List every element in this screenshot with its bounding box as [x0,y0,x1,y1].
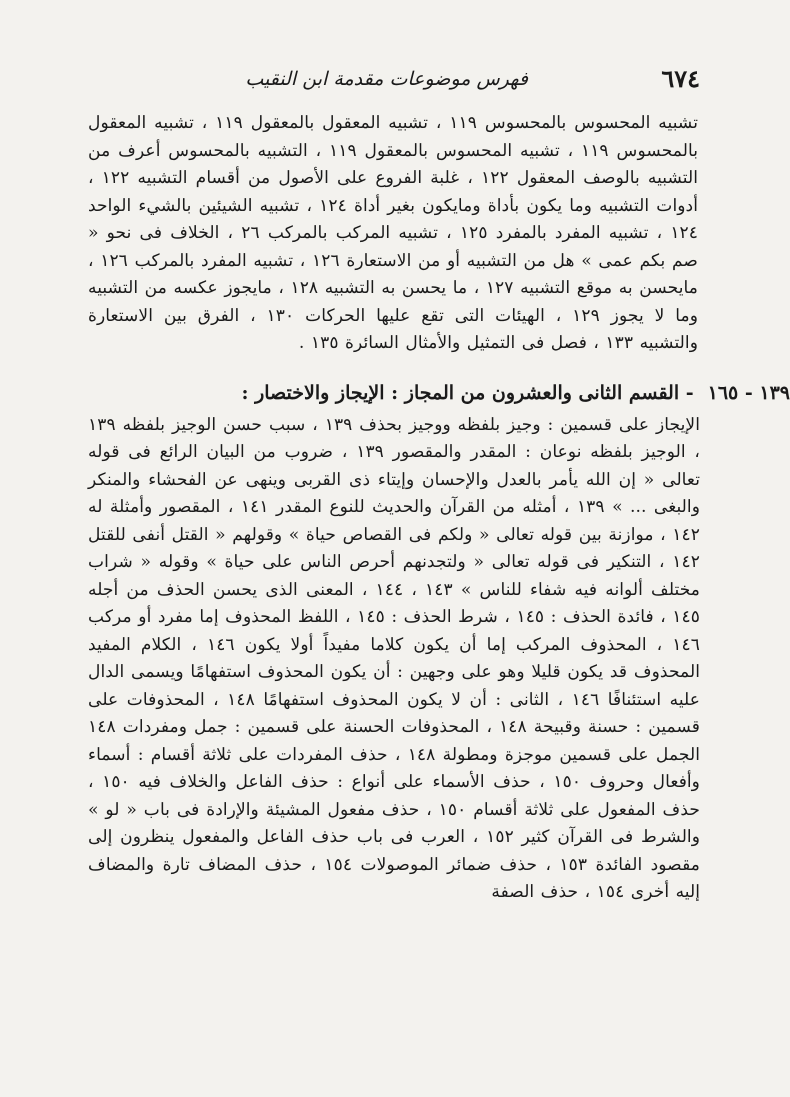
index-page [88,60,790,1090]
running-title: فهرس موضوعات مقدمة ابن النقيب [245,68,528,90]
index-paragraph-similes: تشبيه المحسوس بالمحسوس ١١٩ ، تشبيه المعقول بالمعقول ١١٩ ، تشبيه المعقول بالمحسوس ١١٩ ، تشبيه المحسوس بالمعقول ١١٩ ، التشبيه بالمحسوس أعرف من التشبيه بالوصف المعقول ١٢٢ ، غلبة الفروع على الأصول من أقسام التشبيه ١٢٢ ، أدوات التشبيه وما يكون بأداة ومايكون بغير أداة ١٢٤ ، تشبيه الشيئين بالشيء الواحد ١٢٤ ، تشبيه المفرد بالمفرد ١٢٥ ، تشبيه المركب بالمركب ٢٦ ، الخلاف فى نحو « صم بكم عمى » هل من التشبيه أو من الاستعارة ١٢٦ ، تشبيه المفرد بالمركب ١٢٦ ، مايحسن به موقع التشبيه ١٢٧ ، ما يحسن به التشبيه ١٢٨ ، مايجوز عكسه من التشبيه وما لا يجوز ١٢٩ ، الهيئات التى تقع عليها الحركات ١٣٠ ، الفرق بين الاستعارة والتشبيه ١٣٣ ، فصل فى التمثيل والأمثال السائرة ١٣٥ . [88,113,699,353]
page-header [88,60,700,100]
page-number: ٦٧٤ [661,64,700,93]
section-heading [88,378,790,408]
section-title: - القسم الثانى والعشرون من المجاز : الإيجاز والاختصار : [241,381,694,404]
section-page-range: ١٣٩ - ١٦٥ [707,381,790,404]
index-paragraph-concision: الإيجاز على قسمين : وجيز بلفظه ووجيز بحذف ١٣٩ ، سبب حسن الوجيز بلفظه ١٣٩ ، الوجيز بلفظه نوعان : المقدر والمقصور ١٣٩ ، ضروب من البيان الرائع فى قوله تعالى « إن الله يأمر بالعدل والإحسان وإيتاء ذى القربى وينهى عن الفحشاء والمنكر والبغى ... » ١٣٩ ، أمثله من القرآن والحديث للنوع المقدر ١٤١ ، المقصور وأمثلة له ١٤٢ ، موازنة بين قوله تعالى « ولكم فى القصاص حياة » وقولهم « القتل أنفى للقتل ١٤٢ ، التنكير فى قوله تعالى « ولتجدنهم أحرص الناس على حياة » وقوله « شراب مختلف ألوانه فيه شفاء للناس » ١٤٣ ، ١٤٤ ، المعنى الذى يحسن الحذف من أجله ١٤٥ ، فائدة الحذف : ١٤٥ ، شرط الحذف : ١٤٥ ، اللفظ المحذوف إما مفرد أو مركب ١٤٦ ، المحذوف المركب إما أن يكون كلاما مفيداً أولا يكون ١٤٦ ، الكلام المفيد المحذوف قد يكون قليلا وهو على وجهين : أن يكون المحذوف استفهامًا ويسمى الدال عليه استئنافًا ١٤٦ ، الثانى : أن لا يكون المحذوف استفهامًا ١٤٨ ، المحذوفات على قسمين : حسنة وقبيحة ١٤٨ ، المحذوفات الحسنة على قسمين : جمل ومفردات ١٤٨ الجمل على قسمين موجزة ومطولة ١٤٨ ، حذف المفردات على ثلاثة أقسام : أسماء وأفعال وحروف ١٥٠ ، حذف الأسماء على أنواع : حذف الفاعل والخلاف فيه ١٥٠ ، حذف المفعول على ثلاثة أقسام ١٥٠ ، حذف مفعول المشيئة والإرادة فى باب « لو » والشرط فى القرآن كثير ١٥٢ ، العرب فى باب حذف الفاعل والمفعول ينظرون إلى مقصود الفائدة ١٥٣ ، حذف ضمائر الموصولات ١٥٤ ، حذف المضاف تارة والمضاف إليه أخرى ١٥٤ ، حذف الصفة [88,414,701,902]
